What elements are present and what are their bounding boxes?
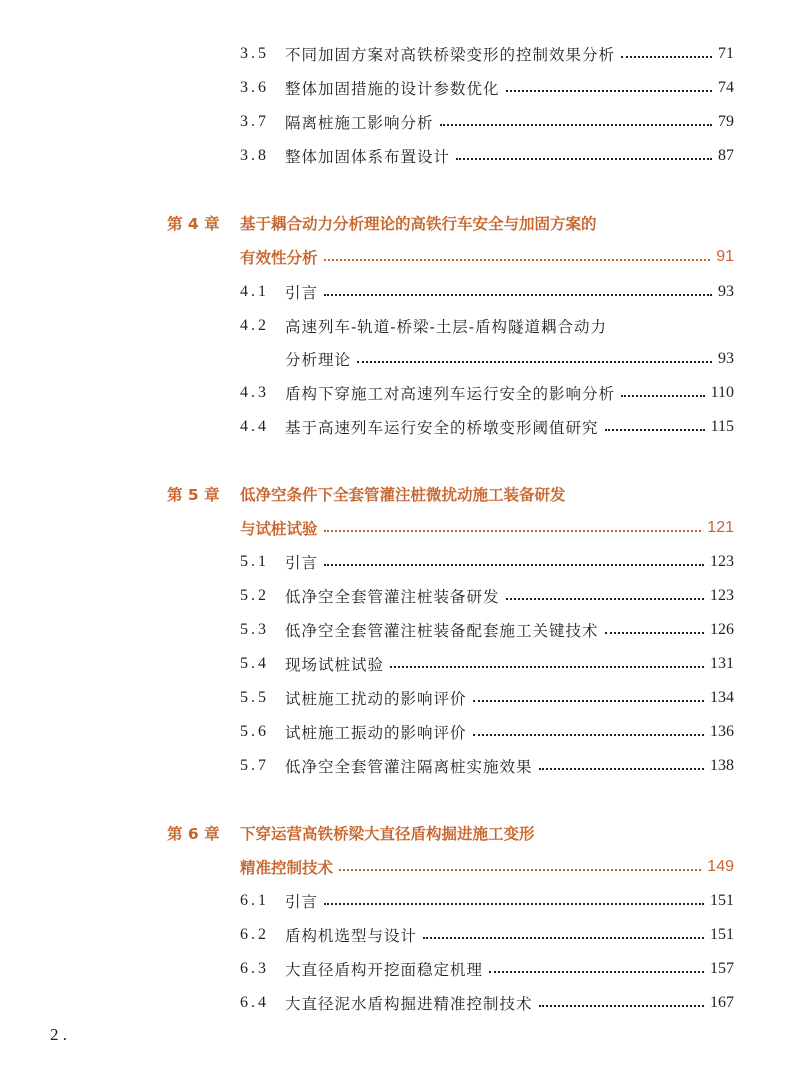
toc-entry-5-7 (240, 754, 734, 778)
page-number: 157 (710, 960, 734, 977)
toc-entry-3-8 (240, 144, 734, 168)
section-title: 隔离桩施工影响分析 (285, 114, 434, 132)
section-title: 大直径盾构开挖面稳定机理 (285, 961, 484, 979)
chapter-title: 低净空条件下全套管灌注桩微扰动施工装备研发 (240, 486, 566, 504)
page-number: 151 (710, 892, 734, 909)
page-number: 138 (710, 757, 734, 774)
chapter-label: 第 6 章 (167, 825, 220, 843)
chapter-4-heading-cont (240, 245, 734, 269)
page-number: 121 (707, 519, 734, 536)
toc-entry-6-2 (240, 923, 734, 947)
toc-entry-4-3 (240, 381, 734, 405)
section-number: 3.6 (240, 79, 269, 96)
section-number: 5.4 (240, 655, 269, 672)
chapter-title: 有效性分析 (240, 249, 318, 267)
section-number: 4.4 (240, 418, 269, 435)
section-number: 6.1 (240, 892, 269, 909)
section-title: 试桩施工扰动的影响评价 (285, 690, 467, 708)
toc-entry-4-1 (240, 280, 734, 304)
section-number: 4.1 (240, 283, 269, 300)
section-title: 引言 (285, 284, 319, 302)
toc-entry-5-3 (240, 618, 734, 642)
leader-dots (473, 699, 704, 702)
page-number: 131 (710, 655, 734, 672)
page-number: 126 (710, 621, 734, 638)
leader-dots (324, 563, 704, 566)
chapter-4-heading (167, 211, 597, 235)
leader-dots (440, 123, 712, 126)
section-title: 分析理论 (285, 351, 352, 369)
page-number: 123 (710, 587, 734, 604)
leader-dots (324, 293, 712, 296)
chapter-5-heading (167, 482, 566, 506)
section-number: 5.7 (240, 757, 269, 774)
leader-dots (489, 970, 704, 973)
leader-dots (473, 733, 704, 736)
leader-dots (621, 394, 705, 397)
leader-dots (506, 597, 704, 600)
section-number: 3.5 (240, 45, 269, 62)
section-title: 盾构机选型与设计 (285, 927, 418, 945)
section-number: 3.8 (240, 147, 269, 164)
toc-entry-5-6 (240, 720, 734, 744)
leader-dots (456, 157, 712, 160)
chapter-title: 精准控制技术 (240, 859, 334, 877)
page-number: 123 (710, 553, 734, 570)
page-number: 151 (710, 926, 734, 943)
section-title: 低净空全套管灌注隔离桩实施效果 (285, 758, 533, 776)
leader-dots (605, 631, 704, 634)
section-title: 高速列车-轨道-桥梁-土层-盾构隧道耦合动力 (285, 318, 607, 336)
page-number: 74 (718, 79, 734, 96)
section-number: 5.5 (240, 689, 269, 706)
toc-entry-4-4 (240, 415, 734, 439)
page-number: 79 (718, 113, 734, 130)
toc-entry-3-5 (240, 42, 734, 66)
chapter-5-heading-cont (240, 516, 734, 540)
leader-dots (539, 767, 704, 770)
leader-dots (324, 529, 702, 532)
toc-entry-4-2-cont (285, 347, 734, 371)
toc-entry-6-1 (240, 889, 734, 913)
toc-entry-3-6 (240, 76, 734, 100)
leader-dots (324, 258, 711, 261)
page-number: 167 (710, 994, 734, 1011)
leader-dots (506, 89, 712, 92)
toc-entry-3-7 (240, 110, 734, 134)
leader-dots (539, 1004, 704, 1007)
leader-dots (621, 55, 712, 58)
leader-dots (357, 360, 712, 363)
page-number: 71 (718, 45, 734, 62)
toc-entry-5-4 (240, 652, 734, 676)
section-title: 现场试桩试验 (285, 656, 385, 674)
toc-entry-5-2 (240, 584, 734, 608)
section-title: 低净空全套管灌注桩装备配套施工关键技术 (285, 622, 599, 640)
chapter-title: 基于耦合动力分析理论的高铁行车安全与加固方案的 (240, 215, 597, 233)
section-number: 6.2 (240, 926, 269, 943)
page-number: 115 (710, 418, 734, 435)
toc-entry-5-1 (240, 550, 734, 574)
section-title: 引言 (285, 554, 319, 572)
section-number: 6.3 (240, 960, 269, 977)
section-number: 5.1 (240, 553, 269, 570)
page-number: 93 (718, 350, 734, 367)
section-number: 3.7 (240, 113, 269, 130)
chapter-title: 与试桩试验 (240, 520, 318, 538)
section-title: 引言 (285, 893, 319, 911)
section-number: 5.6 (240, 723, 269, 740)
section-title: 低净空全套管灌注桩装备研发 (285, 588, 500, 606)
section-title: 整体加固体系布置设计 (285, 148, 451, 166)
section-title: 大直径泥水盾构掘进精准控制技术 (285, 995, 533, 1013)
section-title: 盾构下穿施工对高速列车运行安全的影响分析 (285, 385, 616, 403)
leader-dots (605, 428, 705, 431)
page-number: 136 (710, 723, 734, 740)
chapter-label: 第 5 章 (167, 486, 220, 504)
footer-page-number: 2 . (50, 1025, 67, 1044)
page-number: 110 (710, 384, 734, 401)
section-number: 5.2 (240, 587, 269, 604)
chapter-6-heading-cont (240, 855, 734, 879)
chapter-label: 第 4 章 (167, 215, 220, 233)
toc-entry-6-4 (240, 991, 734, 1015)
section-number: 4.2 (240, 317, 269, 334)
page-number: 91 (716, 248, 734, 265)
leader-dots (339, 868, 701, 871)
toc-entry-4-2 (240, 314, 607, 338)
leader-dots (423, 936, 704, 939)
section-title: 整体加固措施的设计参数优化 (285, 80, 500, 98)
section-title: 不同加固方案对高铁桥梁变形的控制效果分析 (285, 46, 616, 64)
section-number: 4.3 (240, 384, 269, 401)
page-number: 149 (707, 858, 734, 875)
page-number: 87 (718, 147, 734, 164)
leader-dots (390, 665, 704, 668)
section-title: 试桩施工振动的影响评价 (285, 724, 467, 742)
page-number: 93 (718, 283, 734, 300)
section-number: 6.4 (240, 994, 269, 1011)
section-number: 5.3 (240, 621, 269, 638)
chapter-title: 下穿运营高铁桥梁大直径盾构掘进施工变形 (240, 825, 535, 843)
toc-entry-6-3 (240, 957, 734, 981)
toc-entry-5-5 (240, 686, 734, 710)
leader-dots (324, 902, 704, 905)
chapter-6-heading (167, 821, 535, 845)
page-number: 134 (710, 689, 734, 706)
section-title: 基于高速列车运行安全的桥墩变形阈值研究 (285, 419, 599, 437)
